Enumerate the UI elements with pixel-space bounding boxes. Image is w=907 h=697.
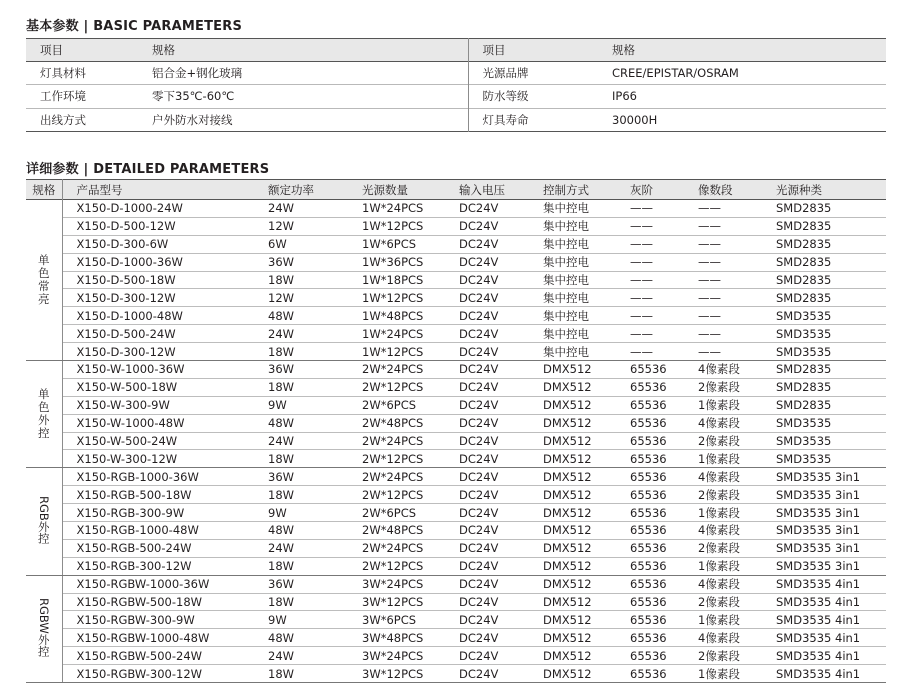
power-cell: 18W xyxy=(268,450,362,468)
grayscale-cell: —— xyxy=(630,217,698,235)
pixel-segment-cell: —— xyxy=(698,289,776,307)
voltage-cell: DC24V xyxy=(459,504,543,522)
detail-header-control: 控制方式 xyxy=(543,182,589,197)
voltage-cell: DC24V xyxy=(459,665,543,683)
model-cell: X150-W-1000-48W xyxy=(62,414,268,432)
control-cell: DMX512 xyxy=(543,575,630,593)
grayscale-cell: 65536 xyxy=(630,575,698,593)
grayscale-cell: 65536 xyxy=(630,539,698,557)
led-type-cell: SMD3535 3in1 xyxy=(776,504,886,522)
pixel-segment-cell: 2像素段 xyxy=(698,647,776,665)
led-type-cell: SMD2835 xyxy=(776,289,886,307)
model-cell: X150-W-300-12W xyxy=(62,450,268,468)
power-cell: 9W xyxy=(268,611,362,629)
voltage-cell: DC24V xyxy=(459,450,543,468)
led-type-cell: SMD3535 4in1 xyxy=(776,575,886,593)
pixel-segment-cell: 1像素段 xyxy=(698,611,776,629)
pixel-segment-cell: 4像素段 xyxy=(698,414,776,432)
grayscale-cell: —— xyxy=(630,289,698,307)
group-label: RGBW外控 xyxy=(36,597,51,657)
led-count-cell: 2W*24PCS xyxy=(362,539,459,557)
table-row xyxy=(26,271,886,289)
control-cell: 集中控电 xyxy=(543,217,630,235)
detail-header-voltage: 输入电压 xyxy=(459,182,505,197)
led-count-cell: 1W*36PCS xyxy=(362,253,459,271)
power-cell: 36W xyxy=(268,468,362,486)
model-cell: X150-D-500-12W xyxy=(62,217,268,235)
power-cell: 48W xyxy=(268,522,362,540)
voltage-cell: DC24V xyxy=(459,414,543,432)
power-cell: 18W xyxy=(268,271,362,289)
led-count-cell: 2W*12PCS xyxy=(362,378,459,396)
pixel-segment-cell: 2像素段 xyxy=(698,432,776,450)
model-cell: X150-RGB-500-24W xyxy=(62,539,268,557)
voltage-cell: DC24V xyxy=(459,522,543,540)
led-count-cell: 3W*48PCS xyxy=(362,629,459,647)
grayscale-cell: 65536 xyxy=(630,432,698,450)
basic-header-row xyxy=(26,39,886,62)
pixel-segment-cell: —— xyxy=(698,271,776,289)
table-row xyxy=(26,217,886,235)
power-cell: 9W xyxy=(268,504,362,522)
group-label: RGB外控 xyxy=(36,496,51,544)
control-cell: 集中控电 xyxy=(543,343,630,361)
led-count-cell: 2W*12PCS xyxy=(362,557,459,575)
voltage-cell: DC24V xyxy=(459,629,543,647)
table-row xyxy=(26,450,886,468)
table-row xyxy=(26,432,886,450)
control-cell: DMX512 xyxy=(543,468,630,486)
grayscale-cell: —— xyxy=(630,235,698,253)
pixel-segment-cell: 1像素段 xyxy=(698,504,776,522)
pixel-segment-cell: —— xyxy=(698,307,776,325)
pixel-segment-cell: 4像素段 xyxy=(698,575,776,593)
led-type-cell: SMD2835 xyxy=(776,271,886,289)
basic-cell: 户外防水对接线 xyxy=(138,108,468,131)
table-row xyxy=(26,647,886,665)
detail-header-grayscale: 灰阶 xyxy=(630,182,653,197)
grayscale-cell: 65536 xyxy=(630,361,698,379)
basic-header-spec: 规格 xyxy=(138,39,468,62)
pixel-segment-cell: —— xyxy=(698,253,776,271)
model-cell: X150-D-500-18W xyxy=(62,271,268,289)
pixel-segment-cell: 1像素段 xyxy=(698,665,776,683)
power-cell: 48W xyxy=(268,629,362,647)
table-row xyxy=(26,593,886,611)
detail-header-led-type: 光源种类 xyxy=(776,182,822,197)
pixel-segment-cell: 1像素段 xyxy=(698,557,776,575)
model-cell: X150-D-1000-48W xyxy=(62,307,268,325)
detailed-parameters-table xyxy=(26,179,886,683)
voltage-cell: DC24V xyxy=(459,235,543,253)
basic-cell: 防水等级 xyxy=(482,89,529,104)
model-cell: X150-RGBW-500-18W xyxy=(62,593,268,611)
basic-cell: 工作环境 xyxy=(40,89,86,104)
table-row xyxy=(26,62,886,85)
voltage-cell: DC24V xyxy=(459,432,543,450)
pixel-segment-cell: 4像素段 xyxy=(698,361,776,379)
detail-header-power: 额定功率 xyxy=(268,182,314,197)
led-type-cell: SMD3535 xyxy=(776,343,886,361)
basic-parameters-table xyxy=(26,38,886,132)
power-cell: 48W xyxy=(268,414,362,432)
control-cell: DMX512 xyxy=(543,539,630,557)
pixel-segment-cell: 2像素段 xyxy=(698,539,776,557)
power-cell: 24W xyxy=(268,200,362,218)
detail-header-spec: 规格 xyxy=(26,180,62,200)
control-cell: DMX512 xyxy=(543,665,630,683)
voltage-cell: DC24V xyxy=(459,253,543,271)
model-cell: X150-D-1000-36W xyxy=(62,253,268,271)
led-type-cell: SMD3535 4in1 xyxy=(776,593,886,611)
led-type-cell: SMD3535 4in1 xyxy=(776,647,886,665)
control-cell: 集中控电 xyxy=(543,325,630,343)
model-cell: X150-W-500-18W xyxy=(62,378,268,396)
model-cell: X150-RGB-1000-36W xyxy=(62,468,268,486)
control-cell: DMX512 xyxy=(543,611,630,629)
grayscale-cell: 65536 xyxy=(630,450,698,468)
detailed-parameters-title: 详细参数 | DETAILED PARAMETERS xyxy=(26,162,270,177)
led-count-cell: 2W*6PCS xyxy=(362,504,459,522)
led-type-cell: SMD3535 xyxy=(776,307,886,325)
grayscale-cell: —— xyxy=(630,253,698,271)
voltage-cell: DC24V xyxy=(459,486,543,504)
led-count-cell: 1W*6PCS xyxy=(362,235,459,253)
voltage-cell: DC24V xyxy=(459,557,543,575)
table-row xyxy=(26,396,886,414)
table-row xyxy=(26,539,886,557)
table-row xyxy=(26,343,886,361)
led-count-cell: 2W*24PCS xyxy=(362,468,459,486)
model-cell: X150-RGBW-1000-48W xyxy=(62,629,268,647)
table-row xyxy=(26,253,886,271)
pixel-segment-cell: 4像素段 xyxy=(698,468,776,486)
control-cell: DMX512 xyxy=(543,629,630,647)
grayscale-cell: —— xyxy=(630,307,698,325)
pixel-segment-cell: —— xyxy=(698,217,776,235)
grayscale-cell: 65536 xyxy=(630,557,698,575)
basic-cell: IP66 xyxy=(612,89,637,104)
power-cell: 18W xyxy=(268,557,362,575)
power-cell: 24W xyxy=(268,325,362,343)
model-cell: X150-RGBW-300-12W xyxy=(62,665,268,683)
voltage-cell: DC24V xyxy=(459,575,543,593)
power-cell: 6W xyxy=(268,235,362,253)
power-cell: 12W xyxy=(268,289,362,307)
power-cell: 9W xyxy=(268,396,362,414)
group-label-cell xyxy=(26,361,62,468)
voltage-cell: DC24V xyxy=(459,611,543,629)
led-count-cell: 1W*18PCS xyxy=(362,271,459,289)
control-cell: 集中控电 xyxy=(543,289,630,307)
table-row xyxy=(26,108,886,131)
power-cell: 18W xyxy=(268,343,362,361)
model-cell: X150-W-1000-36W xyxy=(62,361,268,379)
power-cell: 18W xyxy=(268,665,362,683)
voltage-cell: DC24V xyxy=(459,647,543,665)
led-count-cell: 3W*24PCS xyxy=(362,575,459,593)
model-cell: X150-D-500-24W xyxy=(62,325,268,343)
voltage-cell: DC24V xyxy=(459,200,543,218)
led-count-cell: 2W*48PCS xyxy=(362,522,459,540)
grayscale-cell: 65536 xyxy=(630,593,698,611)
led-type-cell: SMD2835 xyxy=(776,396,886,414)
table-row xyxy=(26,414,886,432)
pixel-segment-cell: —— xyxy=(698,325,776,343)
detail-header-pixel-segment: 像数段 xyxy=(698,182,733,197)
model-cell: X150-D-300-12W xyxy=(62,343,268,361)
grayscale-cell: 65536 xyxy=(630,504,698,522)
control-cell: DMX512 xyxy=(543,504,630,522)
group-label-cell xyxy=(26,468,62,575)
table-row xyxy=(26,361,886,379)
model-cell: X150-W-500-24W xyxy=(62,432,268,450)
control-cell: DMX512 xyxy=(543,522,630,540)
led-type-cell: SMD3535 3in1 xyxy=(776,468,886,486)
group-label: 单色常亮 xyxy=(38,253,50,306)
control-cell: 集中控电 xyxy=(543,200,630,218)
grayscale-cell: 65536 xyxy=(630,486,698,504)
basic-header-spec: 规格 xyxy=(612,43,635,58)
detail-header-model: 产品型号 xyxy=(76,182,123,197)
table-row xyxy=(26,486,886,504)
model-cell: X150-RGB-300-9W xyxy=(62,504,268,522)
grayscale-cell: 65536 xyxy=(630,468,698,486)
model-cell: X150-RGBW-1000-36W xyxy=(62,575,268,593)
control-cell: DMX512 xyxy=(543,557,630,575)
power-cell: 36W xyxy=(268,361,362,379)
voltage-cell: DC24V xyxy=(459,307,543,325)
model-cell: X150-RGB-500-18W xyxy=(62,486,268,504)
pixel-segment-cell: 4像素段 xyxy=(698,629,776,647)
basic-cell: 光源品牌 xyxy=(482,66,529,81)
basic-cell: 30000H xyxy=(612,112,658,127)
basic-header-item: 项目 xyxy=(482,43,506,58)
pixel-segment-cell: —— xyxy=(698,235,776,253)
control-cell: DMX512 xyxy=(543,378,630,396)
model-cell: X150-RGB-300-12W xyxy=(62,557,268,575)
detail-header-led-count: 光源数量 xyxy=(362,182,408,197)
power-cell: 18W xyxy=(268,486,362,504)
pixel-segment-cell: 2像素段 xyxy=(698,378,776,396)
power-cell: 36W xyxy=(268,253,362,271)
pixel-segment-cell: 1像素段 xyxy=(698,450,776,468)
led-count-cell: 2W*12PCS xyxy=(362,450,459,468)
model-cell: X150-D-300-12W xyxy=(62,289,268,307)
control-cell: DMX512 xyxy=(543,396,630,414)
voltage-cell: DC24V xyxy=(459,289,543,307)
voltage-cell: DC24V xyxy=(459,539,543,557)
table-row xyxy=(26,378,886,396)
led-type-cell: SMD3535 4in1 xyxy=(776,629,886,647)
led-count-cell: 2W*48PCS xyxy=(362,414,459,432)
voltage-cell: DC24V xyxy=(459,343,543,361)
led-count-cell: 1W*12PCS xyxy=(362,289,459,307)
power-cell: 24W xyxy=(268,539,362,557)
table-row xyxy=(26,325,886,343)
grayscale-cell: 65536 xyxy=(630,396,698,414)
led-type-cell: SMD3535 3in1 xyxy=(776,557,886,575)
led-count-cell: 2W*24PCS xyxy=(362,361,459,379)
model-cell: X150-RGBW-500-24W xyxy=(62,647,268,665)
voltage-cell: DC24V xyxy=(459,361,543,379)
voltage-cell: DC24V xyxy=(459,217,543,235)
group-label-cell xyxy=(26,575,62,682)
grayscale-cell: 65536 xyxy=(630,665,698,683)
led-count-cell: 3W*6PCS xyxy=(362,611,459,629)
table-row xyxy=(26,629,886,647)
control-cell: DMX512 xyxy=(543,414,630,432)
led-type-cell: SMD3535 4in1 xyxy=(776,665,886,683)
model-cell: X150-RGBW-300-9W xyxy=(62,611,268,629)
power-cell: 18W xyxy=(268,593,362,611)
led-type-cell: SMD3535 xyxy=(776,325,886,343)
power-cell: 18W xyxy=(268,378,362,396)
table-row xyxy=(26,289,886,307)
grayscale-cell: —— xyxy=(630,200,698,218)
basic-parameters-title: 基本参数 | BASIC PARAMETERS xyxy=(26,19,243,34)
detail-header-row xyxy=(26,180,886,200)
led-count-cell: 3W*12PCS xyxy=(362,665,459,683)
grayscale-cell: 65536 xyxy=(630,647,698,665)
led-count-cell: 3W*24PCS xyxy=(362,647,459,665)
control-cell: DMX512 xyxy=(543,361,630,379)
table-row xyxy=(26,307,886,325)
grayscale-cell: 65536 xyxy=(630,414,698,432)
led-count-cell: 2W*6PCS xyxy=(362,396,459,414)
control-cell: DMX512 xyxy=(543,450,630,468)
power-cell: 24W xyxy=(268,432,362,450)
basic-cell: 灯具材料 xyxy=(40,66,86,81)
table-row xyxy=(26,557,886,575)
led-type-cell: SMD3535 3in1 xyxy=(776,486,886,504)
control-cell: 集中控电 xyxy=(543,271,630,289)
voltage-cell: DC24V xyxy=(459,325,543,343)
led-type-cell: SMD3535 4in1 xyxy=(776,611,886,629)
voltage-cell: DC24V xyxy=(459,468,543,486)
led-type-cell: SMD3535 3in1 xyxy=(776,539,886,557)
led-type-cell: SMD3535 xyxy=(776,450,886,468)
voltage-cell: DC24V xyxy=(459,396,543,414)
led-type-cell: SMD3535 3in1 xyxy=(776,522,886,540)
control-cell: 集中控电 xyxy=(543,253,630,271)
control-cell: DMX512 xyxy=(543,486,630,504)
model-cell: X150-D-300-6W xyxy=(62,235,268,253)
pixel-segment-cell: —— xyxy=(698,200,776,218)
basic-header-item: 项目 xyxy=(40,43,63,58)
group-label: 单色外控 xyxy=(38,387,50,441)
led-count-cell: 1W*24PCS xyxy=(362,325,459,343)
led-type-cell: SMD3535 xyxy=(776,414,886,432)
voltage-cell: DC24V xyxy=(459,593,543,611)
table-row xyxy=(26,85,886,108)
led-count-cell: 2W*12PCS xyxy=(362,486,459,504)
basic-cell: 零下35℃-60℃ xyxy=(138,85,468,108)
led-count-cell: 1W*12PCS xyxy=(362,217,459,235)
table-row xyxy=(26,200,886,218)
grayscale-cell: 65536 xyxy=(630,522,698,540)
led-type-cell: SMD2835 xyxy=(776,217,886,235)
power-cell: 12W xyxy=(268,217,362,235)
led-type-cell: SMD2835 xyxy=(776,200,886,218)
basic-cell: 铝合金+钢化玻璃 xyxy=(138,62,468,85)
voltage-cell: DC24V xyxy=(459,378,543,396)
control-cell: DMX512 xyxy=(543,432,630,450)
power-cell: 36W xyxy=(268,575,362,593)
basic-cell: 灯具寿命 xyxy=(482,112,529,127)
grayscale-cell: —— xyxy=(630,325,698,343)
grayscale-cell: 65536 xyxy=(630,629,698,647)
grayscale-cell: 65536 xyxy=(630,378,698,396)
grayscale-cell: —— xyxy=(630,271,698,289)
basic-cell: CREE/EPISTAR/OSRAM xyxy=(612,66,739,81)
control-cell: 集中控电 xyxy=(543,307,630,325)
led-count-cell: 1W*48PCS xyxy=(362,307,459,325)
model-cell: X150-D-1000-24W xyxy=(62,200,268,218)
pixel-segment-cell: —— xyxy=(698,343,776,361)
led-count-cell: 1W*12PCS xyxy=(362,343,459,361)
led-count-cell: 2W*24PCS xyxy=(362,432,459,450)
model-cell: X150-RGB-1000-48W xyxy=(62,522,268,540)
grayscale-cell: —— xyxy=(630,343,698,361)
led-count-cell: 1W*24PCS xyxy=(362,200,459,218)
voltage-cell: DC24V xyxy=(459,271,543,289)
led-type-cell: SMD2835 xyxy=(776,361,886,379)
model-cell: X150-W-300-9W xyxy=(62,396,268,414)
power-cell: 24W xyxy=(268,647,362,665)
power-cell: 48W xyxy=(268,307,362,325)
control-cell: DMX512 xyxy=(543,647,630,665)
table-row xyxy=(26,235,886,253)
led-type-cell: SMD2835 xyxy=(776,253,886,271)
led-type-cell: SMD2835 xyxy=(776,235,886,253)
table-row xyxy=(26,665,886,683)
basic-cell: 出线方式 xyxy=(40,112,86,127)
pixel-segment-cell: 2像素段 xyxy=(698,593,776,611)
table-row xyxy=(26,468,886,486)
led-type-cell: SMD3535 xyxy=(776,432,886,450)
pixel-segment-cell: 4像素段 xyxy=(698,522,776,540)
led-count-cell: 3W*12PCS xyxy=(362,593,459,611)
led-type-cell: SMD2835 xyxy=(776,378,886,396)
table-row xyxy=(26,504,886,522)
table-row xyxy=(26,575,886,593)
pixel-segment-cell: 1像素段 xyxy=(698,396,776,414)
pixel-segment-cell: 2像素段 xyxy=(698,486,776,504)
table-row xyxy=(26,522,886,540)
group-label-cell xyxy=(26,200,62,361)
grayscale-cell: 65536 xyxy=(630,611,698,629)
control-cell: DMX512 xyxy=(543,593,630,611)
control-cell: 集中控电 xyxy=(543,235,630,253)
table-row xyxy=(26,611,886,629)
